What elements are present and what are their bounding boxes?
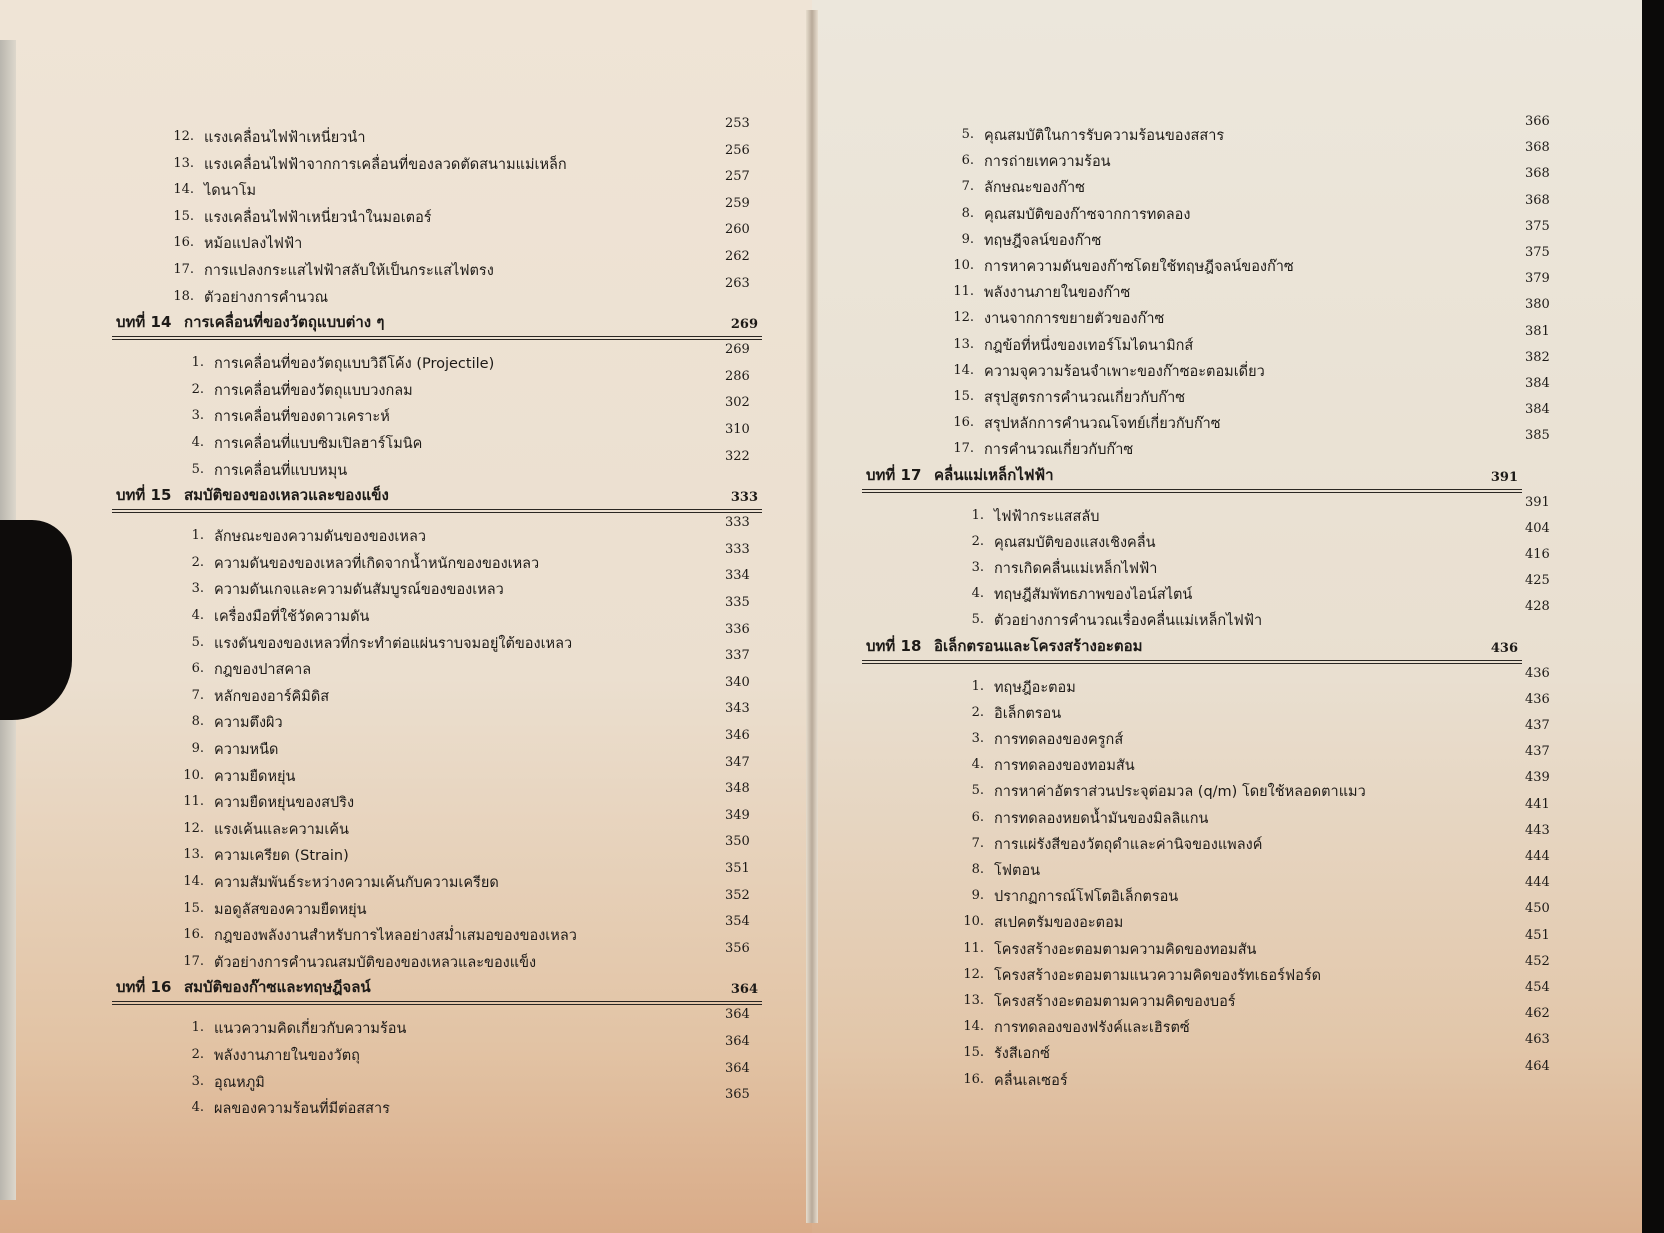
chapter-heading — [112, 483, 762, 513]
entry-title: การถ่ายเทความร้อน — [984, 154, 1111, 171]
toc-entry — [170, 1087, 765, 1121]
entry-number: 5. — [191, 461, 204, 477]
chapter-label: บทที่ 17 — [866, 465, 922, 484]
chapter-title: การเคลื่อนที่ของวัตถุแบบต่าง ๆ — [184, 313, 385, 332]
entry-title: แรงเคลื่อนไฟฟ้าจากการเคลื่อนที่ของลวดตัดสนามแม่เหล็ก — [204, 156, 567, 173]
toc-entry — [950, 822, 1565, 857]
entry-page-number: 452 — [1525, 953, 1550, 969]
entry-number: 14. — [953, 362, 974, 378]
entry-title: ไฟฟ้ากระแสสลับ — [994, 508, 1100, 525]
entry-title: การทดลองของฟรังค์และเฮิรตซ์ — [994, 1020, 1190, 1037]
toc-entry — [170, 541, 765, 576]
entry-number: 4. — [971, 757, 984, 773]
entry-page-number: 263 — [725, 275, 750, 291]
toc-entry — [170, 422, 765, 456]
entry-page-number: 428 — [1525, 599, 1550, 615]
entry-number: 13. — [173, 155, 194, 171]
entry-page-number: 391 — [1525, 494, 1550, 510]
entry-page-number: 416 — [1525, 547, 1550, 562]
entry-title: การแปลงกระแสไฟฟ้าสลับให้เป็นกระแสไฟตรง — [204, 263, 494, 279]
entry-title: คุณสมบัติของก๊าซจากการทดลอง — [984, 206, 1191, 223]
toc-entry — [170, 515, 765, 549]
entry-title: ทฤษฎีอะตอม — [994, 679, 1076, 696]
entry-page-number: 425 — [1525, 573, 1550, 589]
entry-title: การทดลองหยดน้ำมันของมิลลิแกน — [994, 810, 1209, 827]
entry-title: โครงสร้างอะตอมตามความคิดของทอมสัน — [994, 941, 1257, 958]
left-page — [0, 0, 812, 1233]
entry-title: การหาค่าอัตราส่วนประจุต่อมวล (q/m) โดยใช้หลอดตาแมว — [994, 784, 1366, 801]
entry-title: การเกิดคลื่นแม่เหล็กไฟฟ้า — [994, 561, 1158, 577]
entry-number: 12. — [953, 310, 974, 326]
chapter-page-number: 391 — [1490, 469, 1518, 485]
toc-entry — [170, 1034, 765, 1068]
toc-entry — [170, 701, 765, 735]
entry-page-number: 348 — [725, 781, 750, 797]
entry-page-number: 462 — [1525, 1006, 1550, 1022]
entry-page-number: 464 — [1525, 1058, 1550, 1074]
entry-number: 2. — [191, 1047, 204, 1062]
toc-entry — [170, 728, 765, 762]
chapter-label: บทที่ 16 — [116, 978, 172, 997]
entry-number: 1. — [191, 1020, 204, 1036]
entry-number: 11. — [183, 794, 204, 810]
entry-title: พลังงานภายในของก๊าซ — [984, 285, 1131, 302]
entry-page-number: 444 — [1525, 849, 1550, 864]
entry-page-number: 451 — [1525, 927, 1550, 943]
entry-title: การแผ่รังสีของวัตถุดำและค่านิจของแพลงค์ — [994, 836, 1263, 853]
entry-page-number: 454 — [1525, 980, 1550, 995]
entry-page-number: 384 — [1525, 376, 1550, 391]
chapter-title: สมบัติของของเหลวและของแข็ง — [184, 486, 389, 505]
chapter-label: บทที่ 18 — [866, 636, 922, 655]
toc-entry — [950, 744, 1565, 778]
chapter-heading — [862, 463, 1522, 493]
entry-title: ปรากฏการณ์โฟโตอิเล็กตรอน — [994, 889, 1179, 906]
entry-title: การเคลื่อนที่ของดาวเคราะห์ — [214, 409, 390, 426]
entry-page-number: 443 — [1525, 822, 1550, 838]
chapter-heading — [862, 634, 1522, 664]
entry-title: ตัวอย่างการคำนวณเรื่องคลื่นแม่เหล็กไฟฟ้า — [994, 613, 1263, 630]
entry-title: การหาความดันของก๊าซโดยใช้ทฤษฎีจลน์ของก๊าซ — [984, 259, 1294, 275]
entry-title: ทฤษฎีจลน์ของก๊าซ — [984, 232, 1102, 249]
entry-title: ตัวอย่างการคำนวณสมบัติของของเหลวและของแข็ง — [214, 954, 537, 971]
toc-entry — [950, 953, 1565, 988]
entry-title: กฎของปาสคาล — [214, 662, 312, 679]
entry-number: 3. — [191, 581, 204, 597]
entry-number: 17. — [183, 953, 204, 969]
toc-entry — [950, 1006, 1565, 1040]
entry-page-number: 463 — [1525, 1032, 1550, 1048]
entry-number: 15. — [963, 1045, 984, 1061]
toc-entry — [940, 271, 1565, 305]
toc-entry — [170, 648, 765, 682]
entry-number: 14. — [963, 1019, 984, 1035]
entry-page-number: 347 — [725, 754, 750, 770]
entry-title: โครงสร้างอะตอมตามความคิดของบอร์ — [994, 994, 1236, 1010]
entry-title: แรงเค้นและความเค้น — [214, 821, 349, 838]
toc-entry — [940, 140, 1565, 174]
entry-title: ไดนาโม — [204, 183, 257, 200]
toc-entry — [170, 914, 765, 948]
toc-entry — [170, 395, 765, 429]
entry-title: สรุปหลักการคำนวณโจทย์เกี่ยวกับก๊าซ — [984, 416, 1221, 433]
entry-number: 5. — [971, 783, 984, 799]
entry-page-number: 380 — [1525, 297, 1550, 313]
toc-entry — [170, 807, 765, 842]
entry-number: 9. — [971, 888, 984, 904]
entry-number: 18. — [173, 288, 194, 304]
entry-number: 4. — [191, 435, 204, 450]
entry-page-number: 356 — [725, 940, 750, 956]
entry-title: ความจุความร้อนจำเพาะของก๊าซอะตอมเดี่ยว — [984, 363, 1265, 380]
entry-page-number: 364 — [725, 1060, 750, 1076]
entry-page-number: 384 — [1525, 402, 1550, 418]
entry-title: พลังงานภายในของวัตถุ — [214, 1048, 360, 1064]
entry-number: 1. — [191, 528, 204, 544]
toc-entry — [170, 368, 765, 403]
entry-number: 2. — [971, 533, 984, 549]
background-edge — [1642, 0, 1664, 1233]
toc-entry — [160, 142, 765, 177]
entry-title: การทดลองของทอมสัน — [994, 758, 1135, 775]
toc-entry — [170, 861, 765, 895]
entry-page-number: 253 — [725, 116, 750, 131]
entry-title: หลักของอาร์คิมิดิส — [214, 688, 330, 705]
entry-number: 15. — [173, 208, 194, 224]
entry-number: 1. — [191, 355, 204, 371]
chapter-title: คลื่นแม่เหล็กไฟฟ้า — [934, 465, 1054, 484]
entry-page-number: 368 — [1525, 166, 1550, 182]
entry-page-number: 437 — [1525, 744, 1550, 760]
entry-number: 13. — [963, 993, 984, 1008]
toc-entry — [170, 887, 765, 922]
entry-page-number: 256 — [725, 142, 750, 158]
toc-entry — [170, 448, 765, 483]
entry-page-number: 333 — [725, 515, 750, 531]
entry-title: ความหนืด — [214, 742, 279, 758]
entry-number: 14. — [173, 182, 194, 198]
toc-entry — [950, 718, 1565, 752]
thumb-shadow — [0, 520, 72, 720]
entry-title: กฎของพลังงานสำหรับการไหลอย่างสม่ำเสมอของของเหลว — [214, 928, 577, 945]
toc-entry — [940, 428, 1565, 462]
entry-number: 3. — [191, 408, 204, 424]
entry-page-number: 349 — [725, 807, 750, 823]
entry-title: ความสัมพันธ์ระหว่างความเค้นกับความเครียด — [214, 875, 499, 891]
entry-number: 4. — [191, 1100, 204, 1116]
entry-page-number: 351 — [725, 861, 750, 876]
chapter-label: บทที่ 14 — [116, 313, 172, 332]
entry-number: 15. — [953, 389, 974, 404]
toc-entry — [940, 166, 1565, 200]
entry-title: งานจากการขยายตัวของก๊าซ — [984, 311, 1165, 328]
toc-entry — [160, 116, 765, 150]
entry-title: รังสีเอกซ์ — [994, 1046, 1051, 1063]
entry-number: 12. — [173, 129, 194, 144]
entry-number: 11. — [953, 284, 974, 300]
chapter-title: สมบัติของก๊าซและทฤษฎีจลน์ — [184, 978, 371, 997]
entry-number: 13. — [183, 847, 204, 863]
entry-title: แรงเคลื่อนไฟฟ้าเหนี่ยวนำ — [204, 130, 366, 146]
toc-entry — [170, 1007, 765, 1041]
entry-page-number: 368 — [1525, 192, 1550, 208]
entry-title: ความเครียด (Strain) — [214, 848, 349, 865]
toc-entry — [950, 573, 1565, 607]
entry-page-number: 257 — [725, 169, 750, 185]
entry-number: 9. — [191, 741, 204, 756]
entry-page-number: 365 — [725, 1087, 750, 1103]
toc-entry — [170, 1060, 765, 1095]
toc-entry — [170, 674, 765, 709]
chapter-title: อิเล็กตรอนและโครงสร้างอะตอม — [934, 636, 1143, 655]
right-page — [812, 0, 1642, 1233]
entry-number: 1. — [971, 507, 984, 523]
entry-page-number: 375 — [1525, 245, 1550, 260]
toc-entry — [160, 222, 765, 256]
entry-number: 10. — [183, 767, 204, 783]
toc-entry — [160, 275, 765, 310]
book-gutter — [806, 10, 818, 1223]
entry-number: 2. — [191, 381, 204, 397]
entry-title: มอดูลัสของความยืดหยุ่น — [214, 901, 367, 918]
toc-entry — [950, 520, 1565, 555]
toc-entry — [940, 376, 1565, 410]
toc-entry — [950, 1032, 1565, 1066]
chapter-page-number: 269 — [730, 317, 758, 333]
entry-number: 9. — [961, 231, 974, 247]
entry-page-number: 366 — [1525, 114, 1550, 129]
toc-entry — [940, 245, 1565, 279]
entry-title: โครงสร้างอะตอมตามแนวความคิดของรัทเธอร์ฟอร์ด — [994, 967, 1322, 984]
chapter-heading — [112, 975, 762, 1005]
entry-page-number: 335 — [725, 595, 750, 610]
toc-entry — [170, 342, 765, 376]
entry-title: แรงดันของของเหลวที่กระทำต่อแผ่นราบจมอยู่ใต้ของเหลว — [214, 635, 573, 652]
entry-number: 16. — [173, 235, 194, 251]
toc-entry — [950, 927, 1565, 962]
entry-page-number: 364 — [725, 1007, 750, 1023]
toc-entry — [950, 1058, 1565, 1093]
toc-entry — [940, 218, 1565, 253]
entry-number: 3. — [971, 731, 984, 746]
entry-page-number: 346 — [725, 728, 750, 743]
entry-number: 10. — [963, 914, 984, 930]
entry-number: 12. — [963, 966, 984, 982]
entry-number: 8. — [971, 862, 984, 877]
entry-title: กฎข้อที่หนึ่งของเทอร์โมไดนามิกส์ — [984, 337, 1194, 354]
toc-entry — [950, 980, 1565, 1014]
toc-entry — [950, 599, 1565, 633]
toc-entry — [170, 834, 765, 868]
entry-number: 6. — [191, 661, 204, 677]
entry-number: 16. — [953, 415, 974, 431]
entry-page-number: 259 — [725, 195, 750, 211]
entry-title: ผลของความร้อนที่มีต่อสสาร — [214, 1101, 390, 1118]
entry-page-number: 450 — [1525, 901, 1550, 917]
entry-number: 2. — [191, 554, 204, 570]
entry-title: ลักษณะของความดันของของเหลว — [214, 529, 426, 546]
entry-title: โฟตอน — [994, 863, 1041, 879]
entry-number: 8. — [191, 714, 204, 730]
entry-title: ความดันของของเหลวที่เกิดจากน้ำหนักของของเหลว — [214, 555, 540, 572]
entry-page-number: 382 — [1525, 349, 1550, 365]
toc-entry — [940, 402, 1565, 436]
entry-number: 7. — [971, 835, 984, 851]
entry-title: การคำนวณเกี่ยวกับก๊าซ — [984, 442, 1134, 459]
entry-title: ลักษณะของก๊าซ — [984, 180, 1085, 197]
toc-entry — [950, 770, 1565, 804]
entry-number: 16. — [963, 1071, 984, 1087]
entry-title: ตัวอย่างการคำนวณ — [204, 289, 329, 306]
entry-page-number: 333 — [725, 541, 750, 557]
entry-page-number: 364 — [725, 1034, 750, 1049]
entry-title: คลื่นเลเซอร์ — [994, 1072, 1068, 1089]
toc-entry — [940, 349, 1565, 384]
chapter-label: บทที่ 15 — [116, 486, 172, 505]
entry-number: 5. — [971, 612, 984, 628]
entry-title: ทฤษฎีสัมพัทธภาพของไอน์สไตน์ — [994, 587, 1193, 604]
entry-page-number: 310 — [725, 422, 750, 437]
entry-title: สรุปสูตรการคำนวณเกี่ยวกับก๊าซ — [984, 390, 1186, 406]
entry-page-number: 302 — [725, 395, 750, 411]
entry-title: หม้อแปลงไฟฟ้า — [204, 236, 303, 253]
chapter-page-number: 364 — [730, 982, 758, 998]
toc-entry — [950, 665, 1565, 700]
entry-page-number: 343 — [725, 701, 750, 717]
toc-entry — [950, 494, 1565, 529]
entry-page-number: 441 — [1525, 796, 1550, 812]
entry-page-number: 379 — [1525, 271, 1550, 287]
entry-page-number: 437 — [1525, 718, 1550, 733]
toc-entry — [170, 754, 765, 789]
entry-number: 17. — [953, 441, 974, 457]
toc-entry — [170, 621, 765, 656]
entry-title: เครื่องมือที่ใช้วัดความดัน — [214, 609, 370, 625]
entry-page-number: 354 — [725, 914, 750, 930]
toc-entry — [160, 169, 765, 203]
toc-entry — [950, 849, 1565, 883]
entry-title: แนวความคิดเกี่ยวกับความร้อน — [214, 1021, 407, 1038]
entry-number: 16. — [183, 927, 204, 943]
entry-title: การทดลองของครูกส์ — [994, 732, 1124, 748]
entry-title: แรงเคลื่อนไฟฟ้าเหนี่ยวนำในมอเตอร์ — [204, 209, 432, 226]
entry-title: การเคลื่อนที่แบบซิมเปิลฮาร์โมนิค — [214, 436, 423, 452]
entry-title: การเคลื่อนที่ของวัตถุแบบวิถีโค้ง (Projectile) — [214, 356, 495, 373]
entry-page-number: 340 — [725, 674, 750, 690]
entry-page-number: 262 — [725, 249, 750, 264]
entry-number: 1. — [971, 678, 984, 694]
toc-entry — [170, 940, 765, 975]
entry-number: 12. — [183, 820, 204, 836]
entry-page-number: 269 — [725, 342, 750, 358]
toc-entry — [160, 195, 765, 230]
entry-title: ความดันเกจและความดันสัมบูรณ์ของของเหลว — [214, 582, 504, 599]
entry-number: 10. — [953, 258, 974, 273]
entry-number: 11. — [963, 940, 984, 956]
toc-entry — [950, 875, 1565, 909]
entry-page-number: 436 — [1525, 665, 1550, 681]
entry-number: 8. — [961, 205, 974, 221]
toc-entry — [170, 568, 765, 602]
entry-number: 6. — [961, 153, 974, 169]
entry-page-number: 368 — [1525, 140, 1550, 156]
entry-number: 2. — [971, 704, 984, 720]
entry-page-number: 322 — [725, 448, 750, 464]
entry-page-number: 337 — [725, 648, 750, 664]
entry-number: 7. — [191, 687, 204, 703]
toc-entry — [950, 796, 1565, 831]
entry-page-number: 385 — [1525, 428, 1550, 444]
entry-title: ความตึงผิว — [214, 715, 283, 732]
entry-number: 6. — [971, 809, 984, 825]
entry-title: ความยืดหยุ่นของสปริง — [214, 795, 355, 812]
toc-entry — [160, 249, 765, 283]
chapter-heading — [112, 310, 762, 340]
entry-number: 5. — [961, 127, 974, 142]
entry-number: 4. — [971, 586, 984, 602]
toc-entry — [940, 323, 1565, 358]
entry-number: 7. — [961, 179, 974, 195]
chapter-page-number: 333 — [730, 490, 758, 506]
entry-page-number: 381 — [1525, 323, 1550, 339]
entry-title: ความยืดหยุ่น — [214, 768, 296, 785]
entry-number: 15. — [183, 900, 204, 916]
entry-page-number: 350 — [725, 834, 750, 850]
entry-title: การเคลื่อนที่ของวัตถุแบบวงกลม — [214, 382, 413, 399]
toc-entry — [950, 691, 1565, 726]
entry-page-number: 336 — [725, 621, 750, 637]
entry-title: สเปคตรัมของอะตอม — [994, 915, 1124, 932]
entry-number: 4. — [191, 608, 204, 623]
entry-number: 3. — [191, 1073, 204, 1089]
entry-title: คุณสมบัติในการรับความร้อนของสสาร — [984, 128, 1225, 144]
entry-number: 17. — [173, 262, 194, 277]
toc-entry — [940, 114, 1565, 148]
entry-page-number: 334 — [725, 568, 750, 584]
toc-entry — [950, 901, 1565, 935]
entry-page-number: 404 — [1525, 520, 1550, 536]
entry-page-number: 439 — [1525, 770, 1550, 786]
entry-page-number: 375 — [1525, 218, 1550, 234]
entry-page-number: 436 — [1525, 691, 1550, 707]
entry-title: คุณสมบัติของแสงเชิงคลื่น — [994, 534, 1156, 551]
chapter-page-number: 436 — [1490, 640, 1518, 656]
entry-page-number: 286 — [725, 368, 750, 384]
toc-entry — [170, 595, 765, 629]
toc-entry — [950, 547, 1565, 581]
entry-page-number: 444 — [1525, 875, 1550, 891]
entry-title: การเคลื่อนที่แบบหมุน — [214, 462, 348, 479]
toc-entry — [940, 192, 1565, 227]
entry-title: อุณหภูมิ — [214, 1074, 265, 1091]
entry-title: อิเล็กตรอน — [994, 705, 1062, 722]
entry-number: 3. — [971, 560, 984, 575]
entry-number: 5. — [191, 634, 204, 650]
entry-number: 13. — [953, 336, 974, 352]
entry-page-number: 260 — [725, 222, 750, 238]
toc-entry — [170, 781, 765, 815]
entry-number: 14. — [183, 874, 204, 889]
toc-entry — [940, 297, 1565, 331]
entry-page-number: 352 — [725, 887, 750, 903]
